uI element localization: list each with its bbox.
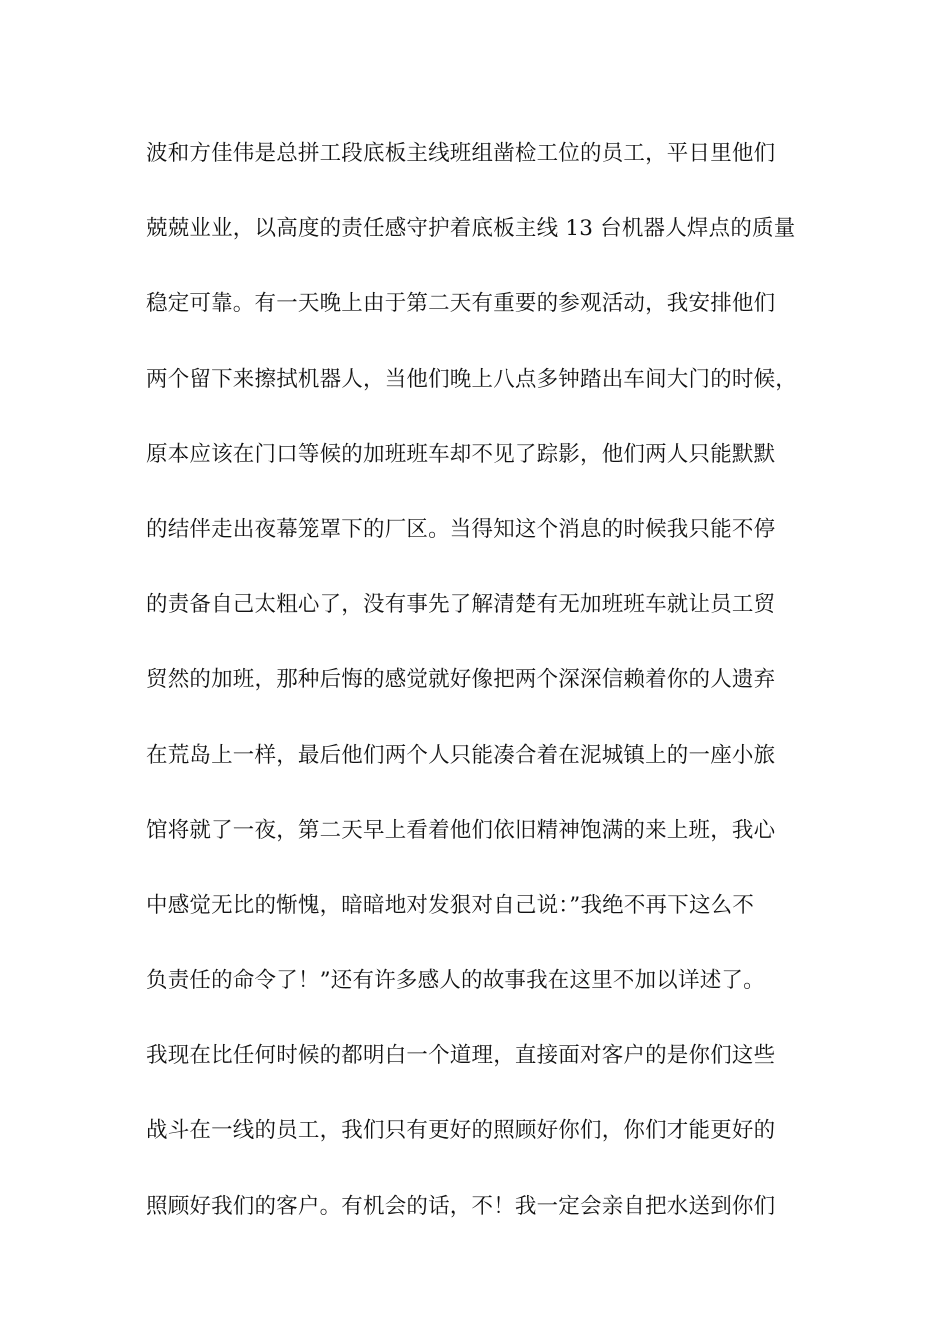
text-line: 两个留下来擦拭机器人，当他们晚上八点多钟踏出车间大门的时候， — [146, 366, 798, 392]
text-line: 负责任的命令了！”还有许多感人的故事我在这里不加以详述了。 — [146, 968, 765, 994]
text-line: 贸然的加班，那种后悔的感觉就好像把两个深深信赖着你的人遗弃 — [146, 667, 776, 693]
text-line: 的责备自己太粗心了，没有事先了解清楚有无加班班车就让员工贸 — [146, 592, 776, 618]
text-line: 稳定可靠。有一天晚上由于第二天有重要的参观活动，我安排他们 — [146, 291, 776, 317]
text-line: 战斗在一线的员工，我们只有更好的照顾好你们，你们才能更好的 — [146, 1118, 776, 1144]
text-line: 馆将就了一夜，第二天早上看着他们依旧精神饱满的来上班，我心 — [146, 817, 776, 843]
text-line: 在荒岛上一样，最后他们两个人只能凑合着在泥城镇上的一座小旅 — [146, 742, 776, 768]
text-line: 的结伴走出夜幕笼罩下的厂区。当得知这个消息的时候我只能不停 — [146, 516, 776, 542]
body-paragraph — [146, 130, 846, 1258]
text-line: 我现在比任何时候的都明白一个道理，直接面对客户的是你们这些 — [146, 1043, 776, 1069]
text-line: 波和方佳伟是总拼工段底板主线班组凿检工位的员工，平日里他们 — [146, 141, 776, 166]
text-line: 照顾好我们的客户。有机会的话，不！我一定会亲自把水送到你们 — [146, 1193, 776, 1219]
text-line: 原本应该在门口等候的加班班车却不见了踪影，他们两人只能默默 — [146, 441, 776, 467]
text-line: 中感觉无比的惭愧，暗暗地对发狠对自己说：”我绝不再下这么不 — [146, 892, 755, 918]
text-line: 兢兢业业，以高度的责任感守护着底板主线 13 台机器人焊点的质量 — [146, 216, 796, 242]
